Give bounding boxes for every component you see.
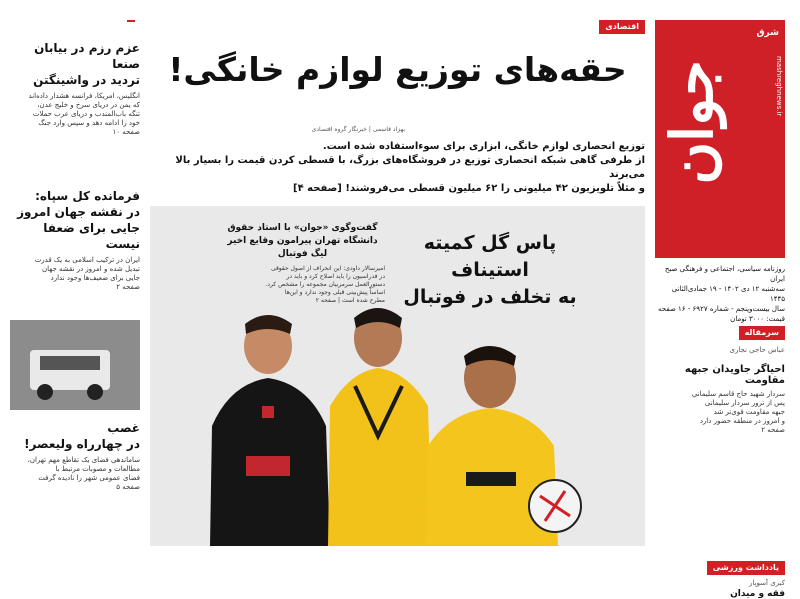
story-irgc[interactable] [10,188,140,292]
masthead-title: جوان [658,60,726,185]
editorial-body-line: صفحه ۲ [761,426,785,434]
headline-body-line: و مثلاً تلویزیون ۴۲ میلیونی را ۶۲ میلیون قسطی می‌فروشند! [صفحه ۴] [293,183,645,194]
headline-byline: بهزاد قاسمی | خبرنگار گروه اقتصادی [311,126,405,133]
player-red-jersey [210,315,330,546]
story-body-line: انگلیس، امریکا، فرانسه هشدار داده‌اند [28,92,140,100]
story-body [10,256,140,292]
editorial-title[interactable]: احیاگر جاویدان جبهه مقاومت [684,364,785,386]
editorial-body [655,390,785,435]
story-title [10,40,140,88]
story-title [10,420,140,452]
story-body-line: صفحه ۱۰ [112,128,140,136]
photo-panel [150,206,645,546]
story-body-line: ایران در ترکیب اسلامی به یک قدرت [34,256,140,264]
car-photo [10,320,140,410]
interview-body-line: اساساً پیش‌بینی قبلی وجود ندارد و این‌ها [284,289,385,296]
footballers-photo [150,206,645,546]
story-photo [10,320,140,410]
headline-block [150,20,645,194]
story-title-line: تردید در واشینگتن [33,73,140,87]
story-body-line: تنگه باب‌المندب و دریای عرب حملات [32,110,140,118]
story-body [10,92,140,137]
masthead-info-line: روزنامه سیاسی، اجتماعی و فرهنگی صبح ایران [664,265,785,283]
headline-body-line: از طرفی گاهی شبکه انحصاری توزیع در فروشگاه‌های بزرگ، با قسطی کردن قیمت را بسیار بالا می‌برند [175,155,645,180]
editorial-tag: سرمقاله [739,326,785,340]
story-tag [127,20,135,22]
interview-body-line: امیرسالار داودی: این انحراف از اصول حقوقی [270,265,385,272]
story-body-line: که یمن در دریای سرخ و خلیج عدن، [37,101,140,109]
photo-panel-title-line: پاس گل کمیته استیناف [423,232,557,281]
masthead-info-line: سه‌شنبه ۱۲ دی ۱۴۰۲ - ۱۹ جمادی‌الثانی ۱۴۴۵ [671,285,785,303]
story-body-line: ساماندهی فضای یک تقاطع مهم تهران، [27,456,140,464]
editorial-body-line: جبهه مقاومت قوی‌تر شد [713,408,785,416]
story-title-line: در نقشه جهان امروز [17,205,140,219]
interview-body-line: در فدراسیون را باید اصلاح کرد و باید در [286,273,385,280]
editorial-body-line: سردار شهید حاج قاسم سلیمانی [691,390,785,398]
masthead-info [655,264,785,323]
story-title-line: غصب [107,421,140,435]
sport-note-tag: یادداشت ورزشی [707,561,785,575]
left-column [10,20,140,546]
story-body-line: تبدیل شده و امروز در نقشه جهان [41,265,140,273]
right-column [655,320,785,599]
player-right [425,346,581,546]
story-body [10,456,140,492]
editorial-body-line: پس از ترور سردار سلیمانی [704,399,785,407]
story-title-line: فرمانده کل سپاه: [35,189,140,203]
story-body-line: فضای عمومی شهر را نادیده گرفت [38,474,140,482]
story-body-line: خود را ادامه دهد و سپس وارد جنگ [38,119,140,127]
story-title-line: جایی برای ضعفا نیست [43,221,140,251]
story-title-line: در چهارراه ولیعصر! [24,437,140,451]
masthead-info-line: سال بیست‌وپنجم - شماره ۶۹۲۷ - ۱۶ صفحه [658,305,785,313]
interview-body-line: دستورالعمل سرمربیان مجموعه را مشخص کرد. [265,281,385,288]
player-middle [328,308,432,546]
story-title-line: عزم رزم در بیابان صنعا [34,41,140,71]
interview-body-line: مطرح شده است | صفحه ۲ [315,297,385,304]
story-body-line: صفحه ۲ [116,283,140,291]
masthead-site: mashreghnews.ir [775,56,783,117]
sport-note-title[interactable]: فقه و میدان [730,589,785,599]
headline-title[interactable]: حقه‌های توزیع لوازم خانگی! [168,50,627,89]
interview-title[interactable]: گفت‌وگوی «جوان» با استاد حقوق دانشگاه تهران پیرامون وقایع اخیر لیگ فوتبال [227,223,378,259]
headline-tag: اقتصادی [599,20,645,34]
story-body-line: صفحه ۵ [116,483,140,491]
story-title [10,188,140,252]
story-yemen[interactable] [10,20,140,137]
masthead-subtitle: شرق [756,28,779,38]
headline-body-line: توزیع انحصاری لوازم خانگی، ابزاری برای سوءاستفاده شده است. [322,141,645,152]
story-valiasr[interactable] [10,420,140,492]
sport-note-header [655,555,785,575]
editorial-body-line: و امروز در منطقه حضور دارد [699,417,785,425]
story-body-line: جایی برای ضعیف‌ها وجود ندارد [50,274,140,282]
photo-panel-title-line: به تخلف در فوتبال [403,286,577,308]
headline-body [150,140,645,196]
editorial-author: عباس حاجی نجاری [729,346,785,354]
masthead-info-line: قیمت: ۳۰۰۰ تومان [730,315,785,323]
editorial-header [655,320,785,340]
sport-note-author: کبری آسوپار [749,579,785,587]
masthead [655,20,785,258]
story-body-line: مطالعات و مصوبات مرتبط با [55,465,140,473]
